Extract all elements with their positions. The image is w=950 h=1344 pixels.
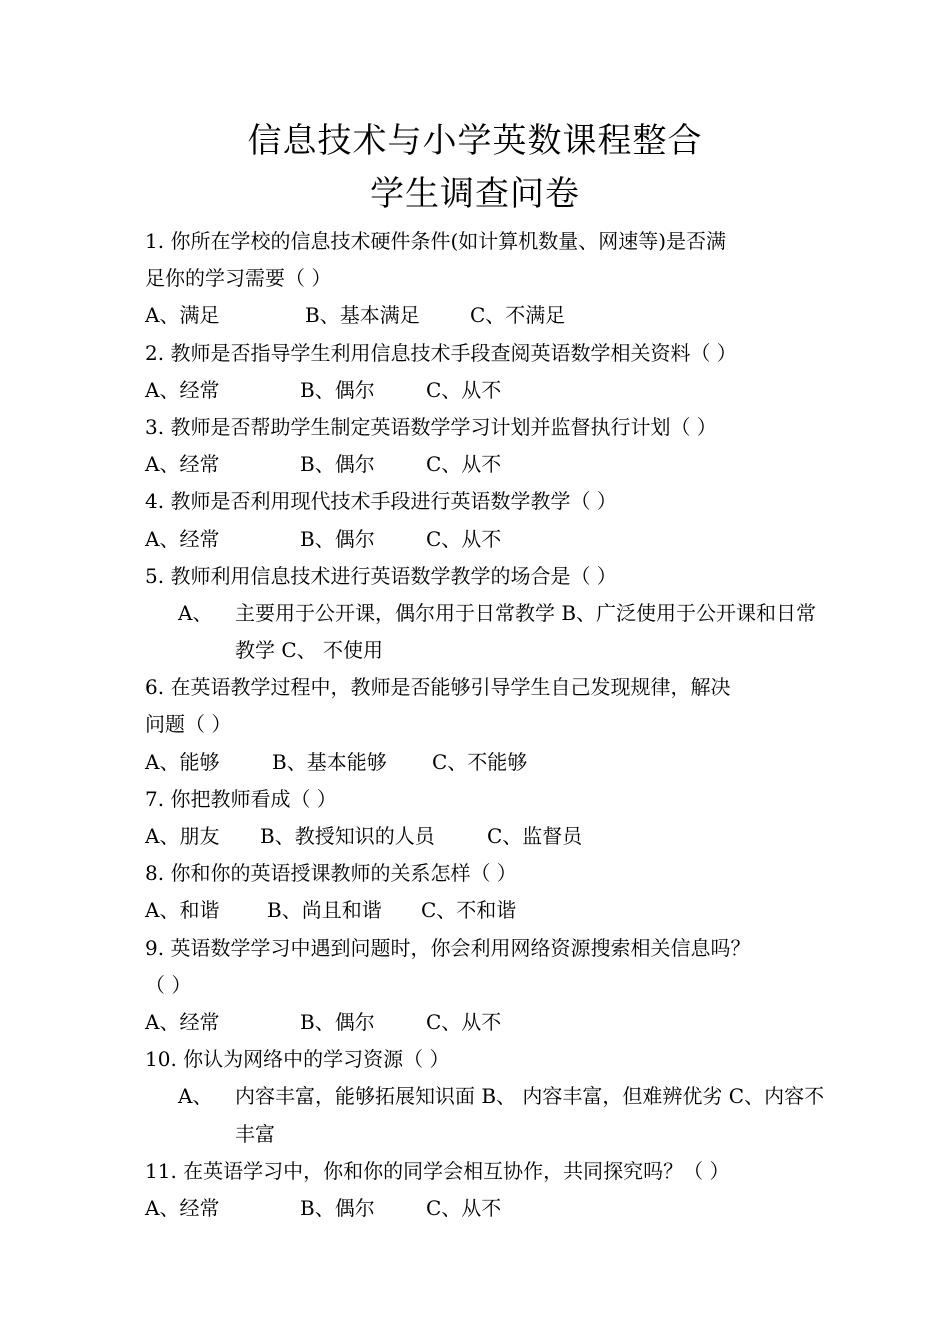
question-9-options — [145, 1004, 835, 1041]
option-text: 主要用于公开课，偶尔用于日常教学 B、广泛使用于公开课和日常教学 C、 不使用 — [235, 600, 817, 663]
question-6-options — [145, 744, 835, 781]
option-a: A、满足 — [145, 303, 220, 328]
question-3: 3. 教师是否帮助学生制定英语数学学习计划并监督执行计划（ ） — [145, 414, 717, 439]
option-c: C、从不 — [426, 452, 502, 477]
document-title: 信息技术与小学英数课程整合 — [247, 121, 703, 161]
question-9-continued: （ ） — [145, 972, 192, 997]
option-text: 内容丰富，能够拓展知识面 B、 内容丰富，但难辨优劣 C、内容不丰富 — [235, 1084, 825, 1146]
option-label: A、 — [178, 600, 213, 625]
option-a: A、经常 — [145, 377, 220, 402]
question-1-options — [145, 297, 835, 334]
question-2-options — [145, 372, 835, 409]
question-5: 5. 教师利用信息技术进行英语数学教学的场合是（ ） — [145, 563, 617, 588]
option-c: C、从不 — [426, 526, 502, 551]
option-c: C、不满足 — [470, 303, 566, 328]
question-10-options — [145, 1078, 835, 1152]
option-b: B、基本能够 — [272, 749, 387, 774]
option-c: C、从不 — [426, 1009, 502, 1034]
option-b: B、基本满足 — [305, 303, 420, 328]
question-4-options — [145, 521, 835, 558]
option-b: B、偶尔 — [300, 526, 375, 551]
document-subtitle: 学生调查问卷 — [370, 174, 580, 214]
option-b: B、偶尔 — [300, 377, 375, 402]
question-11: 11. 在英语学习中，你和你的同学会相互协作，共同探究吗？（ ） — [145, 1158, 730, 1183]
option-a: A、经常 — [145, 1195, 220, 1220]
option-a: A、朋友 — [145, 824, 220, 849]
option-a: A、经常 — [145, 1009, 220, 1034]
question-8-options — [145, 892, 835, 929]
question-1-continued: 足你的学习需要（ ） — [145, 266, 332, 291]
option-b: B、偶尔 — [300, 1009, 375, 1034]
option-a: A、和谐 — [145, 898, 220, 923]
option-label: A、 — [178, 1084, 213, 1109]
question-4: 4. 教师是否利用现代技术手段进行英语数学教学（ ） — [145, 489, 617, 514]
question-6-continued: 问题（ ） — [145, 712, 232, 737]
question-7: 7. 你把教师看成（ ） — [145, 786, 337, 811]
option-c: C、不能够 — [432, 749, 528, 774]
question-9: 9. 英语数学学习中遇到问题时，你会利用网络资源搜索相关信息吗？ — [145, 935, 751, 960]
option-c: C、监督员 — [487, 824, 583, 849]
option-c: C、从不 — [426, 377, 502, 402]
option-a: A、能够 — [145, 749, 220, 774]
option-a: A、经常 — [145, 452, 220, 477]
option-b: B、偶尔 — [300, 452, 375, 477]
option-a: A、经常 — [145, 526, 220, 551]
question-list — [145, 223, 835, 1227]
option-c: C、不和谐 — [421, 898, 517, 923]
question-8: 8. 你和你的英语授课教师的关系怎样（ ） — [145, 861, 517, 886]
question-7-options — [145, 818, 835, 855]
option-b: B、教授知识的人员 — [260, 824, 435, 849]
question-2: 2. 教师是否指导学生利用信息技术手段查阅英语数学相关资料（ ） — [145, 340, 737, 365]
option-b: B、偶尔 — [300, 1195, 375, 1220]
question-6: 6. 在英语教学过程中，教师是否能够引导学生自己发现规律，解决 — [145, 675, 731, 700]
question-3-options — [145, 446, 835, 483]
question-11-options — [145, 1190, 835, 1227]
option-c: C、从不 — [426, 1195, 502, 1220]
question-5-options — [145, 595, 835, 669]
question-1: 1. 你所在学校的信息技术硬件条件(如计算机数量、网速等)是否满 — [145, 229, 727, 253]
option-b: B、尚且和谐 — [267, 898, 382, 923]
question-10: 10. 你认为网络中的学习资源（ ） — [145, 1047, 450, 1072]
